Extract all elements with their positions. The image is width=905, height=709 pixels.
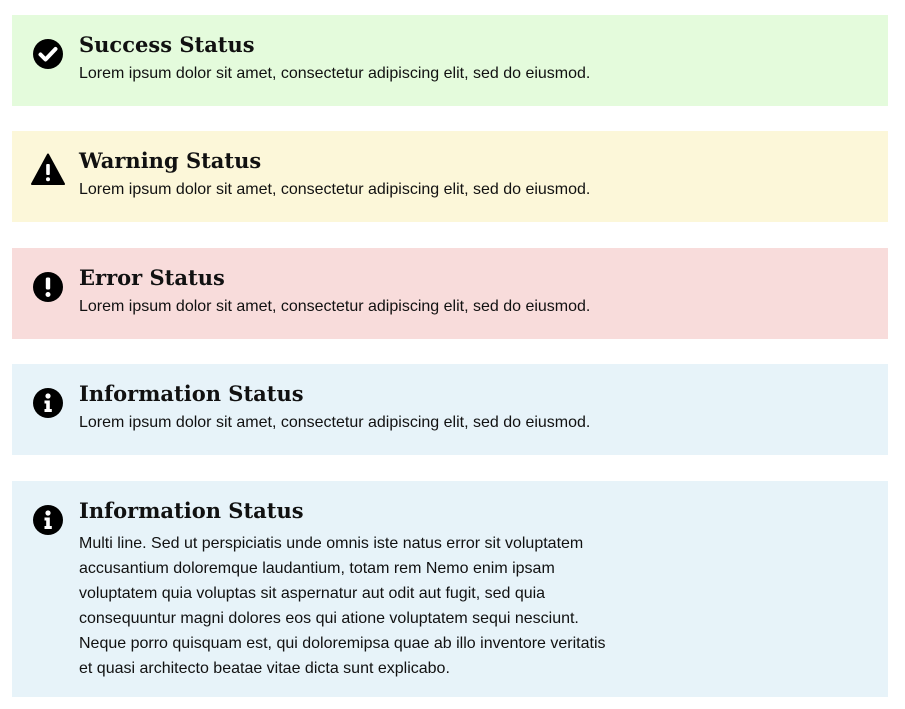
- info-circle-icon: [31, 503, 65, 537]
- alert-message: Lorem ipsum dolor sit amet, consectetur adipiscing elit, sed do eiusmod.: [79, 298, 591, 315]
- alert-message: Lorem ipsum dolor sit amet, consectetur adipiscing elit, sed do eiusmod.: [79, 181, 591, 198]
- alert-title: Error Status: [79, 265, 225, 290]
- warning-triangle-icon: [31, 153, 65, 187]
- success-alert: [12, 15, 888, 106]
- alert-message: Lorem ipsum dolor sit amet, consectetur adipiscing elit, sed do eiusmod.: [79, 414, 591, 431]
- alert-message: Multi line. Sed ut perspiciatis unde omnis iste natus error sit voluptatem accusantium doloremque laudantium, totam rem Nemo enim ipsam voluptatem quia voluptas sit aspernatur aut odit aut fugit, sed quia consequuntur magni dolores eos qui atione voluptatem sequi nesciunt. Neque porro quisquam est, qui doloremipsa quae ab illo inventore veritatis et quasi architecto beatae vitae dicta sunt explicabo.: [79, 535, 606, 677]
- alert-message: Lorem ipsum dolor sit amet, consectetur adipiscing elit, sed do eiusmod.: [79, 65, 591, 82]
- info-alert: [12, 364, 888, 455]
- alert-title: Information Status: [79, 381, 304, 406]
- exclamation-circle-icon: [31, 270, 65, 304]
- alert-title: Success Status: [79, 32, 255, 57]
- info-circle-icon: [31, 386, 65, 420]
- warning-alert: [12, 131, 888, 222]
- alert-title: Information Status: [79, 498, 304, 523]
- error-alert: [12, 248, 888, 339]
- info-alert-multiline: [12, 481, 888, 697]
- alert-title: Warning Status: [79, 148, 262, 173]
- check-circle-icon: [31, 37, 65, 71]
